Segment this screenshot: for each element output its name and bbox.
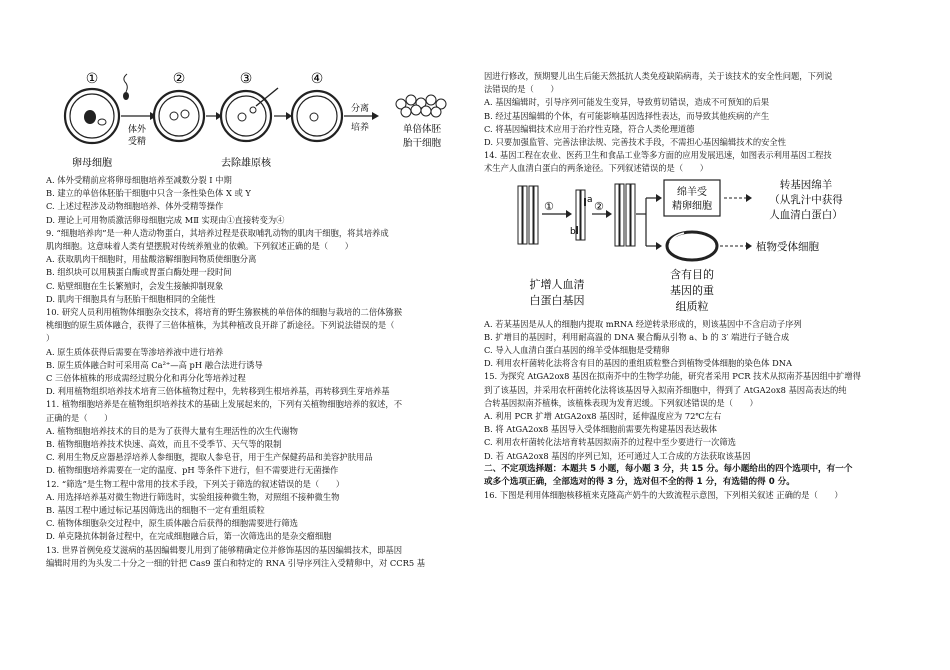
caption-plasmid-1: 含有目的 [670, 267, 714, 281]
q11-option-b: B. 植物细胞培养技术快速、高效，而且不受季节、天气等的限制 [46, 439, 282, 450]
q10-stem-2: 桃细胞的原生质体融合，获得了三倍体植株，为其种植改良开辟了新途径。下列说法错误的是（ [46, 320, 395, 331]
q10-option-b: B. 原生质体融合时可采用高 Ca²⁺—高 pH 融合法进行诱导 [46, 359, 263, 370]
enucleation-cell [221, 88, 278, 141]
figure-haploid-stem-cell [46, 70, 464, 174]
right-column [484, 70, 906, 502]
sheep-egg-label-1: 绵羊受 [677, 186, 707, 198]
haploid-cell [292, 91, 342, 141]
q15-stem-2: 到了该基因，并采用农杆菌转化法将该基因导入拟南芥细胞中，得到了 AtGA2ox8 基因高表达的纯 [484, 384, 847, 395]
dna-strands-right [615, 184, 635, 246]
q8-option-a: A. 体外受精前应将卵母细胞培养至减数分裂 I 中期 [46, 175, 232, 185]
section-2-heading-2: 或多个选项正确，全部选对的得 3 分，选对但不全的得 1 分，有选错的得 0 分。 [484, 477, 795, 488]
figure-1-diagram [46, 70, 464, 174]
stem-cell-colony [396, 95, 446, 117]
q13-stem-2: 编辑时用约为头发二十分之一细的针把 Cas9 蛋白和特定的 RNA 引导序列注入受精卵中，对 CCR5 基 [46, 557, 426, 568]
q9-option-b: B. 组织块可以用胰蛋白酶或胃蛋白酶处理一段时间 [46, 267, 232, 278]
caption-plasmid-3: 组质粒 [675, 299, 709, 313]
recombinant-plasmid [667, 232, 717, 260]
step-4-number: ④ [310, 71, 324, 87]
q12-option-b: B. 基因工程中通过标记基因筛选出的细胞不一定有重组质粒 [46, 505, 265, 516]
q12-option-a: A. 用选择培养基对微生物进行筛选时，实验组接种微生物，对照组不接种微生物 [46, 491, 340, 502]
figure-gene-engineering [484, 176, 906, 318]
caption-amplify-2: 白蛋白基因 [529, 293, 585, 307]
enucleate-label: 去除雄原核 [221, 158, 271, 169]
step-2-number: ② [594, 199, 604, 213]
q15-option-c: C. 利用农杆菌转化法培育转基因拟南芥的过程中至少要进行一次筛选 [484, 437, 736, 448]
q11-option-c: C. 利用生物反应器悬浮培养人参细胞，提取人参皂苷，用于生产保健药品和美容护肤用品 [46, 452, 373, 463]
q15-option-d: D. 若 AtGA2ox8 基因的序列已知，还可通过人工合成的方法获取该基因 [484, 450, 751, 461]
q11-option-d: D. 植物细胞培养需要在一定的温度、pH 等条件下进行，但不需要进行无菌操作 [46, 465, 339, 476]
q16-stem: 16. 下图是利用体细胞核移植来克隆高产奶牛的大致流程示意图，下列相关叙述 正确的是（ ） [484, 490, 843, 501]
q13-option-d: D. 只要加强监管、完善法律法规、完善技术手段，不需担心基因编辑技术的安全性 [484, 137, 787, 148]
q13-option-c: C. 将基因编辑技术应用于治疗性克隆，符合人类伦理道德 [484, 123, 695, 134]
q14-option-c: C. 导入人血清白蛋白基因的绵羊受体细胞是受精卵 [484, 345, 670, 356]
oocyte-label: 卵母细胞 [72, 158, 112, 169]
primer-a-label: a [587, 194, 593, 205]
transgenic-sheep-label-2: （从乳汁中获得 [769, 193, 843, 206]
q9-stem-2: 肌肉细胞。这意味着人类有望摆脱对传统养殖业的依赖。下列叙述正确的是（ ） [46, 241, 353, 252]
q8-option-c: C. 上述过程涉及动物细胞培养、体外受精等操作 [46, 201, 224, 212]
q14-option-d: D. 利用农杆菌转化法将含有目的基因的重组质粒整合到植物受体细胞的染色体 DNA [484, 358, 792, 369]
plant-cell-label: 植物受体细胞 [756, 240, 819, 253]
q10-option-c: C 三倍体植株的形成需经过脱分化和再分化等培养过程 [46, 373, 246, 384]
q15-stem-3: 合转基因拟南芥植株，该植株表现为发育迟缓。下列叙述错误的是（ ） [484, 397, 758, 408]
q12-option-c: C. 植物体细胞杂交过程中，原生质体融合后获得的细胞需要进行筛选 [46, 518, 298, 529]
q14-option-b: B. 扩增目的基因时，利用耐高温的 DNA 聚合酶从引物 a、b 的 3′ 端进行子链合成 [484, 331, 790, 342]
q13-stem-1: 13. 世界首例免疫艾滋病的基因编辑婴儿用到了能够精确定位并修饰基因的基因编辑技术，即基因 [46, 544, 403, 555]
q13-option-a: A. 基因编辑时，引导序列可能发生变异，导致剪切错误，造成不可预知的后果 [484, 97, 770, 108]
section-2-heading-1: 二、不定项选择题：本题共 5 小题，每小题 3 分，共 15 分。每小题给出的四个选项中，有一个 [484, 463, 853, 474]
q9-stem-1: 9. “细胞培养肉”是一种人造动物蛋白，其培养过程是获取哺乳动物的肌肉干细胞，将其培养成 [46, 227, 389, 238]
ivf-label-1: 体外 [127, 125, 147, 135]
q14-option-a: A. 若某基因是从人的细胞内提取 mRNA 经逆转录形成的，则该基因中不含启动子序列 [484, 318, 802, 329]
caption-plasmid-2: 基因的重 [670, 283, 714, 297]
left-column [46, 70, 464, 570]
fertilized-cell [154, 91, 204, 141]
q10-stem-1: 10. 研究人员利用植物体细胞杂交技术，将培育的野生猕猴桃的单倍体的细胞与栽培的二倍体猕猴 [46, 307, 403, 318]
q11-stem-1: 11. 植物细胞培养是在植物组织培养技术的基础上发展起来的，下列有关植物细胞培养的叙述，不 [46, 399, 403, 410]
q15-option-b: B. 将 AtGA2ox8 基因导入受体细胞前需要先构建基因表达载体 [484, 424, 717, 435]
result-label-1: 单倍体胚 [402, 124, 442, 135]
step-3-number: ③ [239, 71, 253, 87]
q11-stem-2: 正确的是（ ） [46, 412, 113, 423]
q13-option-b: B. 经过基因编辑的个体，有可能影响基因选择性表达，而导致其他疾病的产生 [484, 110, 770, 121]
q13-cont-1: 因进行修改，预期婴儿出生后能天然抵抗人类免疫缺陷病毒，关于该技术的安全性问题，下列说 [484, 71, 833, 81]
step-2-number: ② [172, 71, 186, 87]
sperm-icon [123, 74, 129, 100]
q10-option-a: A. 原生质体获得后需要在等渗培养液中进行培养 [46, 346, 224, 357]
q9-option-d: D. 肌肉干细胞具有与胚胎干细胞相同的全能性 [46, 293, 216, 304]
q9-option-c: C. 贴壁细胞在生长繁殖时，会发生接触抑制现象 [46, 280, 224, 291]
q12-stem: 12. “筛选”是生物工程中常用的技术手段，下列关于筛选的叙述错误的是（ ） [46, 478, 345, 489]
culture-label-1: 分离 [350, 104, 370, 114]
q8-option-b: B. 建立的单倍体胚胎干细胞中只含一条性染色体 X 或 Y [46, 188, 251, 199]
result-label-2: 胎干细胞 [402, 138, 442, 149]
transgenic-sheep-label-1: 转基因绵羊 [779, 178, 833, 191]
step-1-number: ① [85, 71, 99, 87]
culture-label-2: 培养 [350, 123, 370, 133]
transgenic-sheep-label-3: 人血清白蛋白） [769, 208, 843, 221]
oocyte-cell [65, 89, 119, 143]
q12-option-d: D. 单克隆抗体制备过程中，在完成细胞融合后，第一次筛选出的是杂交瘤细胞 [46, 531, 332, 542]
primer-b-label: b [570, 226, 576, 237]
q9-option-a: A. 获取肌肉干细胞时，用盐酸溶解细胞间物质使细胞分离 [46, 254, 257, 265]
dna-strands-left [518, 186, 538, 244]
q14-stem-2: 术生产人血清白蛋白的两条途径。下列叙述错误的是（ ） [484, 163, 709, 174]
caption-amplify-1: 扩增人血清 [529, 277, 585, 291]
q10-stem-3: ） [46, 333, 55, 344]
ivf-label-2: 受精 [127, 137, 147, 147]
q10-option-d: D. 利用植物组织培养技术培育三倍体植物过程中，先转移到生根培养基，再转移到生芽培养基 [46, 386, 390, 397]
q14-stem-1: 14. 基因工程在农业、医药卫生和食品工业等多方面的应用发展迅速，如图表示利用基因工程技 [484, 150, 832, 161]
sheep-egg-label-2: 精卵细胞 [672, 200, 712, 212]
figure-2-diagram [484, 176, 906, 318]
q15-stem-1: 15. 为探究 AtGA2ox8 基因在拟南芥中的生物学功能，研究者采用 PCR 技术从拟南芥基因组中扩增得 [484, 371, 861, 382]
q8-option-d: D. 理论上可用物质激活卵母细胞完成 MⅡ 实现由①直接转变为④ [46, 214, 285, 225]
q13-cont-2: 法错误的是（ ） [484, 84, 559, 95]
q15-option-a: A. 利用 PCR 扩增 AtGA2ox8 基因时，延伸温度应为 72℃左右 [484, 411, 722, 422]
step-1-number: ① [544, 199, 554, 213]
q11-option-a: A. 植物细胞培养技术的目的是为了获得大量有生理活性的次生代谢物 [46, 425, 298, 436]
